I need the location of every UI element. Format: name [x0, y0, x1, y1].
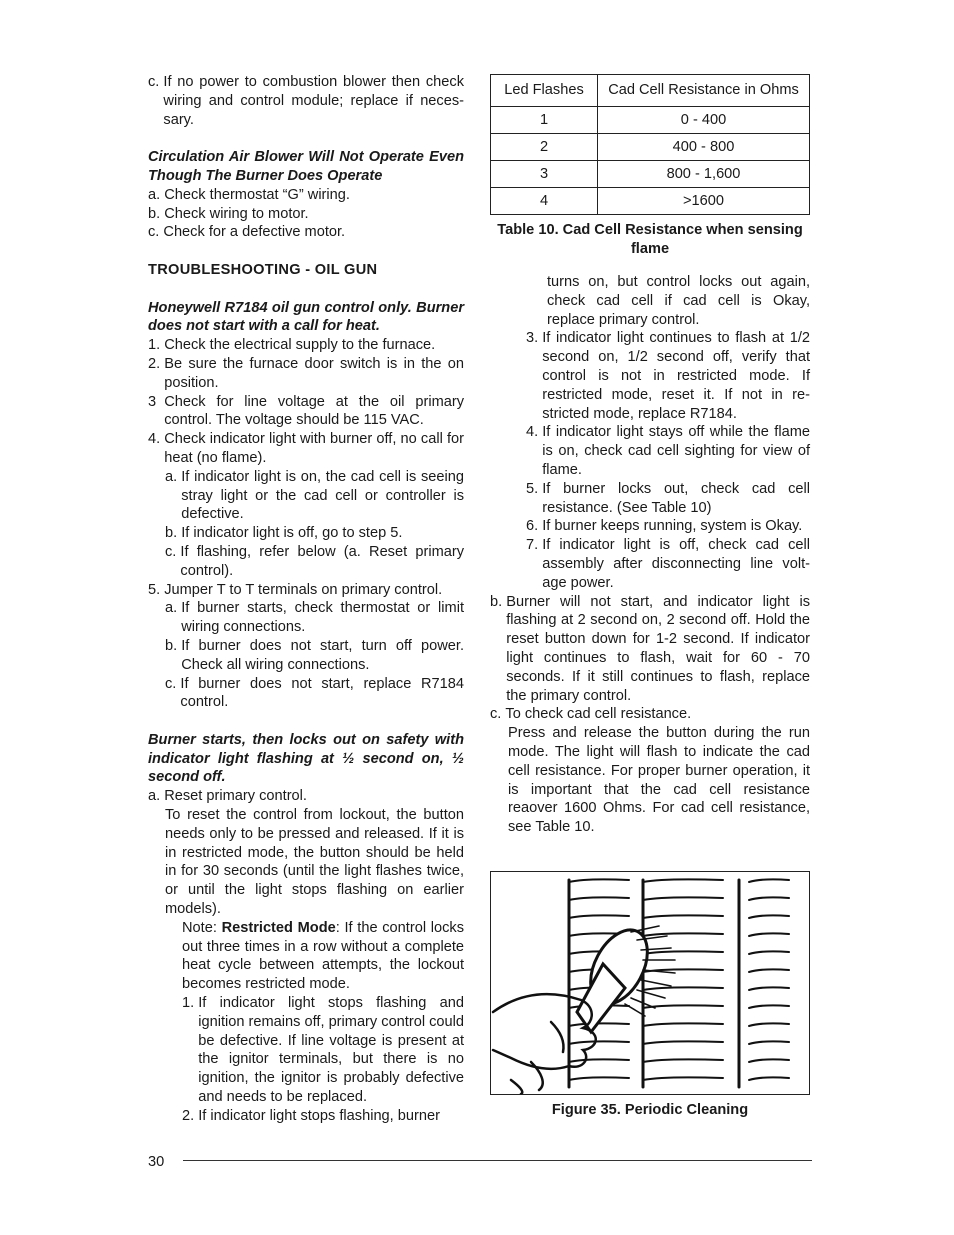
reset-paragraph: To reset the control from lockout, the button needs only to be pressed and released. If it is in restricted mode, the button should be held in for 30 seconds (until the light flashes twice, or until the light stops flashing on earlier models).	[165, 807, 464, 918]
table-row	[491, 107, 810, 134]
list-item	[148, 336, 464, 355]
cad-cell-resistance-table	[490, 74, 810, 215]
list-marker: c.	[148, 74, 164, 90]
list-text: If burner locks out, check cad cell resistance. (See Table 10)	[542, 480, 810, 516]
footer-rule	[183, 1160, 812, 1161]
section-title: TROUBLESHOOTING - OIL GUN	[148, 261, 378, 278]
circulation-blower-list	[148, 186, 464, 242]
list-text: Burner will not start, and indicator light is flashing at 2 second on, 2 second off. Hold the reset button down for 1-2 second. If indicator light continues to flash, wait for 60 - 70 seconds. If it still continues to flash, replace the primary control.	[506, 593, 810, 704]
table-header: Led Flashes	[491, 75, 598, 107]
list-marker: 7.	[526, 537, 543, 554]
list-text: Reset primary control.	[164, 788, 307, 805]
list-text: If indicator light stays off while the flame is on, check cad cell sighting for view of flame.	[542, 424, 810, 478]
list-marker: 2.	[148, 355, 165, 372]
list-text: Check for line voltage at the oil primary control. The voltage should be 115 VAC.	[164, 393, 464, 429]
page-number: 30	[148, 1154, 165, 1170]
figure-caption: Figure 35. Periodic Cleaning	[551, 1102, 749, 1118]
list-marker: 1.	[182, 995, 199, 1012]
list-item	[148, 430, 464, 468]
list-marker: 2.	[182, 1107, 199, 1124]
list-text: If burner keeps running, system is Okay.	[542, 518, 803, 535]
table-header-row	[491, 75, 810, 107]
list-item	[490, 480, 810, 518]
list-marker: b.	[165, 637, 182, 654]
list-marker: b.	[490, 593, 507, 610]
table-header: Cad Cell Resistance in Ohms	[598, 75, 810, 107]
list-item	[148, 524, 464, 543]
list-text: If indicator light stops flashing, burner	[198, 1107, 440, 1124]
list-text: If indicator light is on, the cad cell is seeing stray light or the cad cell or controller is defective.	[181, 468, 464, 523]
list-marker: c.	[165, 675, 181, 692]
list-item	[148, 223, 464, 242]
subheading-honeywell: Honeywell R7184 oil gun control only. Burner does not start with a call for heat.	[148, 299, 464, 335]
list-marker: c.	[148, 224, 164, 241]
list-text: Check thermostat “G” wiring.	[164, 186, 350, 203]
table-row	[491, 134, 810, 161]
list-text: If burner does not start, replace R7184 control.	[180, 675, 464, 711]
note-text: : If the control locks out three times in a row without a complete heat cycle between attempts, the lockout becomes restricted mode.	[182, 919, 465, 993]
list-text: If indicator light is off, check cad cell assembly after disconnecting line volt-age power.	[542, 537, 810, 591]
list-text: Check the electrical supply to the furnace.	[164, 337, 436, 354]
list-item	[148, 543, 464, 581]
list-text: If indicator light continues to flash at 1/2 second on, 1/2 second off, verify that control is not in restricted mode. If restricted mode, reset it. If not in re-stricted mode, replace R7184.	[542, 330, 810, 422]
list-item	[490, 423, 810, 479]
list-marker: a.	[165, 600, 182, 617]
list-text: If indicator light stops flashing and ignition remains off, primary control could be defective. If line voltage is present at the ignitor terminals, but there is no ignition, the ignitor is probably defective and needs to be replaced.	[198, 995, 465, 1106]
list-text: To check cad cell resistance.	[505, 706, 692, 723]
list-item	[490, 517, 810, 536]
right-column	[490, 273, 810, 837]
table-cell: >1600	[598, 188, 810, 215]
list-text: If burner starts, check thermostat or limit wiring connections.	[181, 600, 464, 636]
subheading-lockout: Burner starts, then locks out on safety with indicator light flashing at ½ second on, ½ second off.	[148, 731, 464, 786]
list-text: If flashing, refer below (a. Reset primary control).	[180, 543, 464, 579]
table-cell: 4	[491, 188, 598, 215]
list-text: Jumper T to T terminals on primary control.	[164, 581, 443, 598]
list-text: If indicator light is off, go to step 5.	[181, 525, 403, 542]
list-text: Check wiring to motor.	[164, 205, 309, 222]
list-marker: 4.	[526, 424, 543, 441]
list-marker: 6.	[526, 518, 543, 535]
list-item	[148, 675, 464, 713]
table-caption: Table 10. Cad Cell Resistance when sensing flame	[497, 222, 803, 257]
note-bold-term: Restricted Mode	[221, 919, 336, 936]
list-item	[148, 73, 464, 129]
list-marker: 3.	[526, 330, 543, 347]
table-cell: 2	[491, 134, 598, 161]
left-column	[148, 73, 464, 1126]
list-item	[490, 329, 810, 423]
note-paragraph	[148, 919, 464, 994]
list-item	[490, 593, 810, 706]
list-marker: 5.	[148, 581, 165, 598]
list-marker: 4.	[148, 431, 165, 448]
list-text: Check for a defective motor.	[163, 224, 346, 241]
list-item	[148, 637, 464, 675]
list-item	[148, 355, 464, 393]
table-cell: 3	[491, 161, 598, 188]
list-item	[148, 581, 464, 600]
list-item	[490, 705, 810, 724]
list-marker: a.	[148, 788, 165, 805]
list-marker: a.	[165, 468, 182, 485]
continued-paragraph: turns on, but control locks out again, check cad cell if cad cell is Okay, replace primary control.	[547, 274, 810, 328]
table-row	[491, 161, 810, 188]
table-cell: 1	[491, 107, 598, 134]
cad-cell-paragraph: Press and release the button during the run mode. The light will flash to indicate the cad cell resistance. For proper burner operation, it is important that the cad cell resistance reaover 1600 Ohms. For cad cell resistance, see Table 10.	[508, 725, 810, 836]
steps-list	[148, 336, 464, 712]
list-text: Check indicator light with burner off, no call for heat (no flame).	[164, 431, 464, 466]
table-cell: 800 - 1,600	[598, 161, 810, 188]
table-cell: 400 - 800	[598, 134, 810, 161]
figure-periodic-cleaning	[490, 871, 810, 1095]
list-marker: b.	[148, 205, 165, 222]
list-marker: a.	[148, 186, 165, 203]
list-item	[148, 787, 464, 806]
list-item	[490, 536, 810, 592]
list-item	[148, 599, 464, 637]
list-item	[148, 994, 464, 1107]
list-item	[148, 468, 464, 524]
list-marker: 1.	[148, 337, 165, 354]
table-cell: 0 - 400	[598, 107, 810, 134]
list-text: Be sure the furnace door switch is in the on position.	[164, 355, 464, 391]
list-item	[148, 186, 464, 205]
subheading-circulation-blower: Circulation Air Blower Will Not Operate Even Though The Burner Does Operate	[148, 149, 464, 184]
list-item	[148, 393, 464, 431]
table-row	[491, 188, 810, 215]
list-marker: 3	[148, 393, 165, 410]
list-text: If no power to combustion blower then check wiring and control module; replace if neces-sary.	[163, 74, 464, 128]
note-prefix: Note:	[182, 919, 222, 936]
list-item	[148, 1107, 464, 1126]
list-marker: c.	[165, 543, 181, 560]
list-marker: 5.	[526, 480, 543, 497]
list-marker: c.	[490, 706, 506, 723]
brush-cleaning-illustration	[491, 872, 809, 1094]
list-marker: b.	[165, 525, 182, 542]
list-item	[148, 205, 464, 224]
list-text: If burner does not start, turn off power. Check all wiring connections.	[181, 637, 464, 673]
